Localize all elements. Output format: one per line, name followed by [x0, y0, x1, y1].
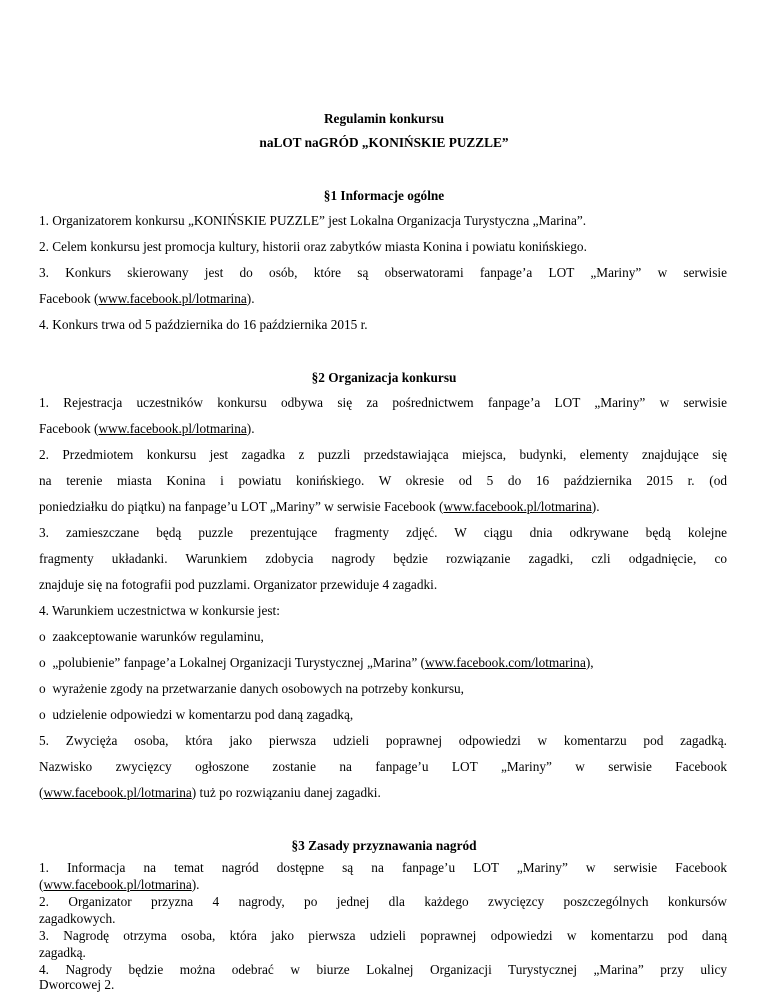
section-2-heading: §2 Organizacja konkursu	[311, 370, 457, 385]
s3-point-4-line-1: 4. Nagrody będzie można odebrać w biurze Lokalnej Organizacji Turystycznej „Marina” przy ulicy	[39, 962, 727, 977]
bullet-symbol: o	[39, 629, 46, 644]
bullet-symbol: o	[39, 681, 46, 696]
text: ).	[191, 877, 200, 892]
text: ).	[246, 421, 255, 436]
s3-point-1-line-2: (www.facebook.pl/lotmarina).	[39, 877, 200, 892]
s1-point-4: 4. Konkurs trwa od 5 października do 16 października 2015 r.	[39, 317, 368, 332]
s3-point-3-line-1: 3. Nagrodę otrzyma osoba, która jako pierwsza udzieli poprawnej odpowiedzi w komentarzu pod daną	[39, 928, 727, 943]
list-item	[39, 681, 727, 697]
text: poniedziałku do piątku) na fanpage’u LOT „Mariny” w serwisie Facebook (	[39, 499, 444, 514]
bullet-text: udzielenie odpowiedzi w komentarzu pod daną zagadką,	[52, 707, 354, 722]
text: Facebook (	[39, 421, 99, 436]
s1-point-3-line-2	[39, 291, 727, 307]
document-subtitle: naLOT naGRÓD „KONIŃSKIE PUZZLE”	[259, 135, 509, 150]
s1-point-3-line-1: 3. Konkurs skierowany jest do osób, które są obserwatorami fanpage’a LOT „Mariny” w serwisie	[39, 265, 727, 280]
bullet-text: wyrażenie zgody na przetwarzanie danych osobowych na potrzeby konkursu,	[52, 681, 464, 696]
s3-point-4-line-2: Dworcowej 2.	[39, 977, 115, 992]
facebook-link[interactable]: www.facebook.com/lotmarina	[424, 655, 586, 670]
facebook-link[interactable]: www.facebook.pl/lotmarina	[98, 291, 247, 306]
s2-point-5-line-2: Nazwisko zwycięzcy ogłoszone zostanie na fanpage’u LOT „Mariny” w serwisie Facebook	[39, 759, 727, 774]
text: Facebook (	[39, 291, 99, 306]
s1-point-1: 1. Organizatorem konkursu „KONIŃSKIE PUZZLE” jest Lokalna Organizacja Turystyczna „Marina”.	[39, 213, 587, 228]
s2-point-1-line-2	[39, 421, 727, 437]
facebook-link[interactable]: www.facebook.pl/lotmarina	[443, 499, 592, 514]
bullet-text: zaakceptowanie warunków regulaminu,	[52, 629, 264, 644]
list-item	[39, 629, 727, 645]
text: ),	[585, 655, 594, 670]
text: ).	[591, 499, 600, 514]
list-item	[39, 655, 727, 671]
s2-point-1-line-1: 1. Rejestracja uczestników konkursu odbywa się za pośrednictwem fanpage’a LOT „Mariny” w serwisie	[39, 395, 727, 410]
s2-point-2-line-3	[39, 499, 727, 515]
facebook-link[interactable]: www.facebook.pl/lotmarina	[43, 785, 192, 800]
s3-point-2-line-2: zagadkowych.	[39, 911, 116, 926]
s3-point-3-line-2: zagadką.	[39, 945, 86, 960]
s2-point-5-line-3: (www.facebook.pl/lotmarina) tuż po rozwiązaniu danej zagadki.	[39, 785, 381, 800]
section-3-heading: §3 Zasady przyznawania nagród	[291, 838, 477, 853]
facebook-link[interactable]: www.facebook.pl/lotmarina	[43, 877, 192, 892]
facebook-link[interactable]: www.facebook.pl/lotmarina	[98, 421, 247, 436]
document-title: Regulamin konkursu	[323, 111, 445, 126]
list-item	[39, 707, 727, 723]
bullet-symbol: o	[39, 655, 46, 670]
s1-point-2: 2. Celem konkursu jest promocja kultury, historii oraz zabytków miasta Konina i powiatu konińskiego.	[39, 239, 587, 254]
s2-point-3-line-3: znajduje się na fotografii pod puzzlami. Organizator przewiduje 4 zagadki.	[39, 577, 438, 592]
bullet-symbol: o	[39, 707, 46, 722]
s2-point-5-line-1: 5. Zwycięża osoba, która jako pierwsza udzieli poprawnej odpowiedzi w komentarzu pod zagadką.	[39, 733, 727, 748]
s2-point-3-line-1: 3. zamieszczane będą puzzle prezentujące fragmenty zdjęć. W ciągu dnia odkrywane będą kolejne	[39, 525, 727, 540]
text: ).	[246, 291, 255, 306]
s2-point-2-line-1: 2. Przedmiotem konkursu jest zagadka z puzzli przedstawiająca miejsca, budynki, elementy znajdujące się	[39, 447, 727, 462]
s2-point-2-line-2: na terenie miasta Konina i powiatu konińskiego. W okresie od 5 do 16 października 2015 r. (od	[39, 473, 727, 488]
s3-point-1-line-1: 1. Informacja na temat nagród dostępne są na fanpage’u LOT „Mariny” w serwisie Facebook	[39, 860, 727, 875]
bullet-text: „polubienie” fanpage’a Lokalnej Organizacji Turystycznej „Marina” (	[52, 655, 425, 670]
section-1-heading: §1 Informacje ogólne	[323, 188, 445, 203]
s2-point-3-line-2: fragmenty układanki. Warunkiem zdobycia nagrody będzie rozwiązanie zagadki, czli odgadnięcie, co	[39, 551, 727, 566]
text: ) tuż po rozwiązaniu danej zagadki.	[191, 785, 381, 800]
s2-point-4: 4. Warunkiem uczestnictwa w konkursie jest:	[39, 603, 280, 618]
s3-point-2-line-1: 2. Organizator przyzna 4 nagrody, po jednej dla każdego zwycięzcy poszczególnych konkursów	[39, 894, 727, 909]
